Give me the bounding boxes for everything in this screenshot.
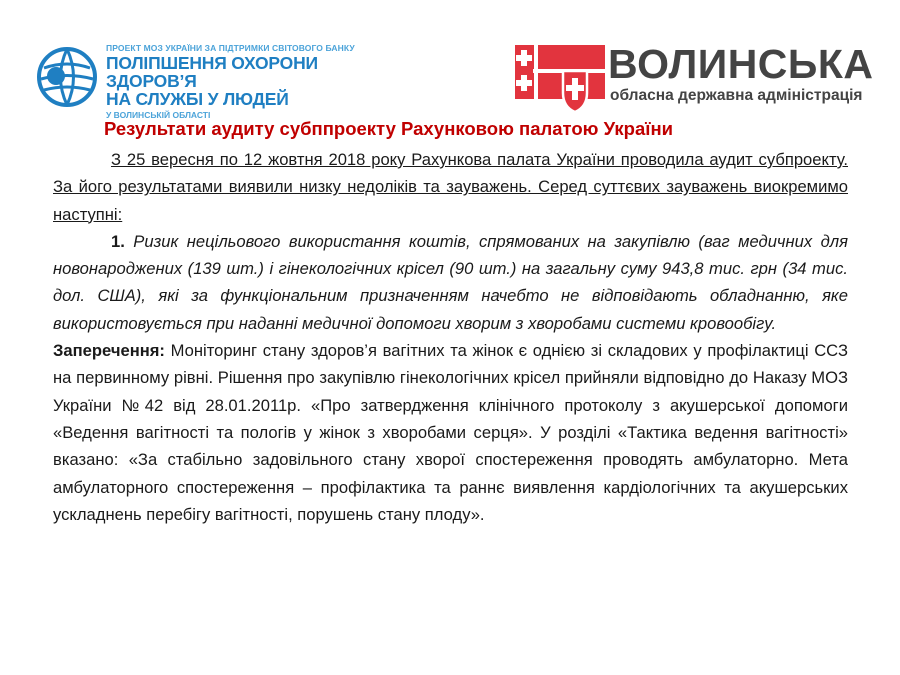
item-1-number: 1. xyxy=(111,231,125,251)
objection-paragraph xyxy=(53,337,848,528)
item-1-text: Ризик нецільового використання коштів, спрямованих на закупівлю (ваг медичних для новонароджених (139 шт.) і гінекологічних крісел (90 шт.) на загальну суму 943,8 тис. грн (34 тис. дол. США), які за функціональним призначенням начебто не відповідають обладнанню, яке використовується при наданні медичної допомоги хворим з хворобами системи кровообігу. xyxy=(53,231,848,333)
region-title: ВОЛИНСЬКА xyxy=(608,41,874,87)
project-logo-text xyxy=(106,43,406,121)
intro-paragraph: З 25 вересня по 12 жовтня 2018 року Рахункова палата України проводила аудит субпроекту. За його результатами виявили низку недоліків та зауважень. Серед суттєвих зауважень виокремимо наступні: xyxy=(53,150,848,224)
objection-text: Моніторинг стану здоров’я вагітних та жінок є однією зі складових у профілактиці ССЗ на первинному рівні. Рішення про закупівлю гінекологічних крісел прийняли відповідно до Наказу МОЗ України №42 від 28.01.2011р. «Про затвердження клінічного протоколу з акушерської допомоги «Ведення вагітності та пологів у жінок з хворобами серця». У розділі «Тактика ведення вагітності» вказано: «За стабільно задовільного стану хворої спостереження проводять амбулаторно. Мета амбулаторного спостереження – профілактика та раннє виявлення кардіологічних та акушерських ускладнень перебігу вагітності, порушень стану плоду». xyxy=(53,341,848,524)
objection-label: Заперечення: xyxy=(53,341,165,361)
project-subtitle: У ВОЛИНСЬКІЙ ОБЛАСТІ xyxy=(106,110,211,120)
slide-body xyxy=(53,146,848,528)
project-title-line2: НА СЛУЖБІ У ЛЮДЕЙ xyxy=(106,89,289,109)
project-title-line1: ПОЛІПШЕННЯ ОХОРОНИ ЗДОРОВ’Я xyxy=(106,53,318,91)
volyn-flag-emblem xyxy=(515,45,605,113)
item-1-paragraph xyxy=(53,228,848,337)
globe-icon xyxy=(36,46,98,108)
project-pretitle: ПРОЕКТ МОЗ УКРАЇНИ ЗА ПІДТРИМКИ СВІТОВОГО БАНКУ xyxy=(106,43,355,53)
region-subtitle: обласна державна адміністрація xyxy=(610,87,863,104)
slide-title: Результати аудиту субппроекту Рахунковою палатою України xyxy=(104,118,674,139)
